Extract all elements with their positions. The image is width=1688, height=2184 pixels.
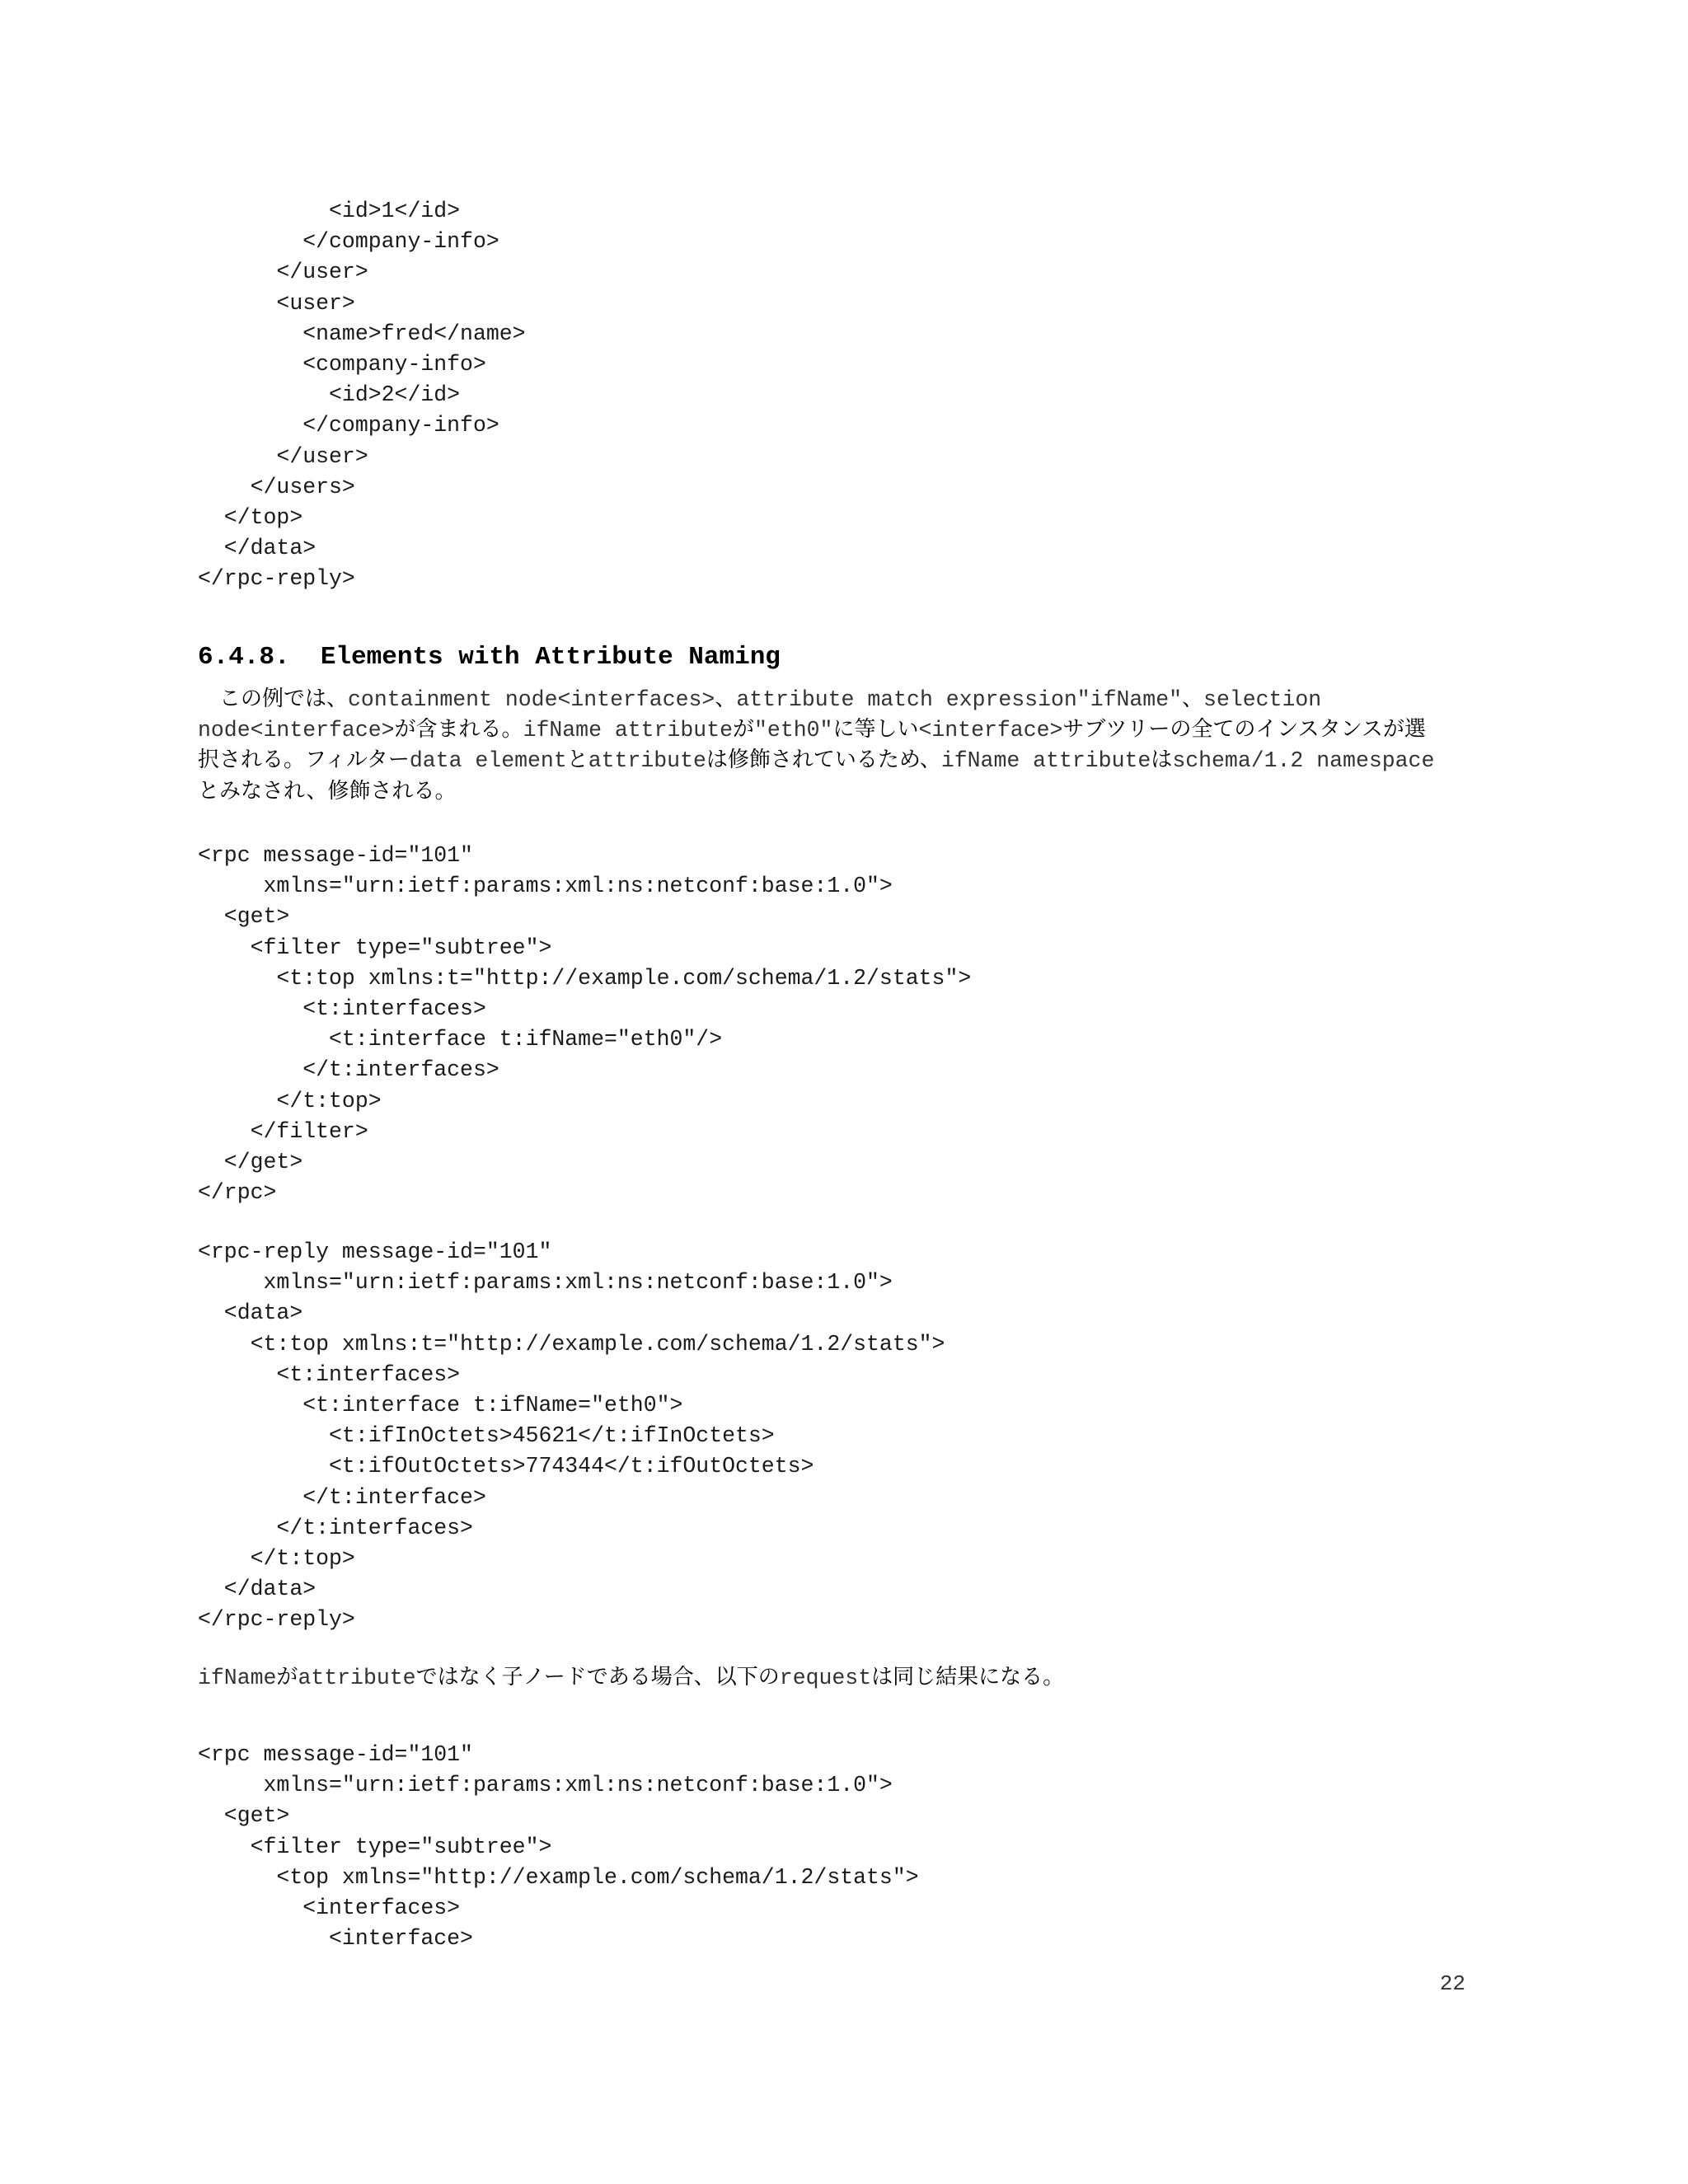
code-line: <t:interface t:ifName="eth0"/>	[198, 1027, 723, 1052]
code-line: <filter type="subtree">	[198, 935, 552, 960]
code-line: <rpc message-id="101"	[198, 843, 473, 868]
code-line: </data>	[198, 536, 316, 561]
code-line: <t:top xmlns:t="http://example.com/schema/1.2/stats">	[198, 1331, 945, 1357]
code-line: </company-info>	[198, 413, 499, 438]
code-line: <data>	[198, 1301, 303, 1326]
code-line: </t:top>	[198, 1545, 355, 1571]
code-line: <top xmlns="http://example.com/schema/1.2/stats">	[198, 1864, 919, 1890]
code-line: </get>	[198, 1149, 303, 1174]
code-block-rpc-reply	[198, 1237, 945, 1635]
code-line: xmlns="urn:ietf:params:xml:ns:netconf:base:1.0">	[198, 874, 893, 899]
code-line: xmlns="urn:ietf:params:xml:ns:netconf:base:1.0">	[198, 1270, 893, 1296]
code-line: </rpc>	[198, 1180, 277, 1206]
code-line: <get>	[198, 1803, 290, 1829]
code-line: </t:top>	[198, 1088, 382, 1113]
page-number: 22	[1439, 1971, 1465, 1996]
code-line: <interfaces>	[198, 1895, 461, 1920]
code-line: xmlns="urn:ietf:params:xml:ns:netconf:base:1.0">	[198, 1773, 893, 1798]
code-line: </rpc-reply>	[198, 566, 355, 592]
section-heading: 6.4.8. Elements with Attribute Naming	[198, 643, 781, 672]
code-line: <t:ifOutOctets>774344</t:ifOutOctets>	[198, 1454, 814, 1479]
paragraph-line: node<interface>が含まれる。ifName attributeが"eth0"に等しい<interface>サブツリーの全てのインスタンスが選	[198, 717, 1426, 743]
code-line: </data>	[198, 1577, 316, 1602]
code-line: </filter>	[198, 1118, 368, 1144]
code-block-rpc-request-child	[198, 1740, 919, 1954]
paragraph-line: とみなされ、修飾される。	[198, 778, 457, 804]
code-line: </t:interfaces>	[198, 1515, 473, 1540]
code-line: </t:interfaces>	[198, 1057, 499, 1083]
code-line: <id>2</id>	[198, 382, 461, 408]
code-line: <company-info>	[198, 351, 486, 377]
code-line: <rpc message-id="101"	[198, 1742, 473, 1767]
code-line: <t:interface t:ifName="eth0">	[198, 1392, 683, 1418]
code-block-users-reply	[198, 196, 526, 594]
code-line: <t:interfaces>	[198, 1361, 461, 1387]
code-line: </t:interface>	[198, 1484, 486, 1510]
code-line: <name>fred</name>	[198, 321, 526, 346]
code-line: <t:ifInOctets>45621</t:ifInOctets>	[198, 1423, 775, 1449]
code-block-rpc-request	[198, 841, 971, 1208]
code-line: <filter type="subtree">	[198, 1834, 552, 1859]
code-line: </rpc-reply>	[198, 1607, 355, 1633]
code-line: <t:top xmlns:t="http://example.com/schema/1.2/stats">	[198, 965, 972, 991]
code-line: <user>	[198, 290, 355, 316]
paragraph-line: ifNameがattributeではなく子ノードである場合、以下のrequestは同じ結果になる。	[198, 1665, 1065, 1690]
code-line: </top>	[198, 504, 303, 530]
paragraph-line: この例では、containment node<interfaces>、attribute match expression"ifName"、selection	[219, 687, 1322, 712]
code-line: <rpc-reply message-id="101"	[198, 1240, 552, 1264]
paragraph-line: 択される。フィルターdata elementとattributeは修飾されているため、ifName attributeはschema/1.2 namespace	[198, 748, 1435, 774]
code-line: <get>	[198, 904, 290, 930]
code-line: </user>	[198, 260, 368, 285]
section-description	[198, 684, 1484, 807]
code-line: </company-info>	[198, 229, 499, 255]
code-line: </user>	[198, 443, 368, 469]
code-line: </users>	[198, 474, 355, 499]
code-line: <interface>	[198, 1926, 473, 1952]
child-node-note	[198, 1662, 1484, 1693]
code-line: <id>1</id>	[198, 199, 461, 223]
code-line: <t:interfaces>	[198, 996, 486, 1021]
